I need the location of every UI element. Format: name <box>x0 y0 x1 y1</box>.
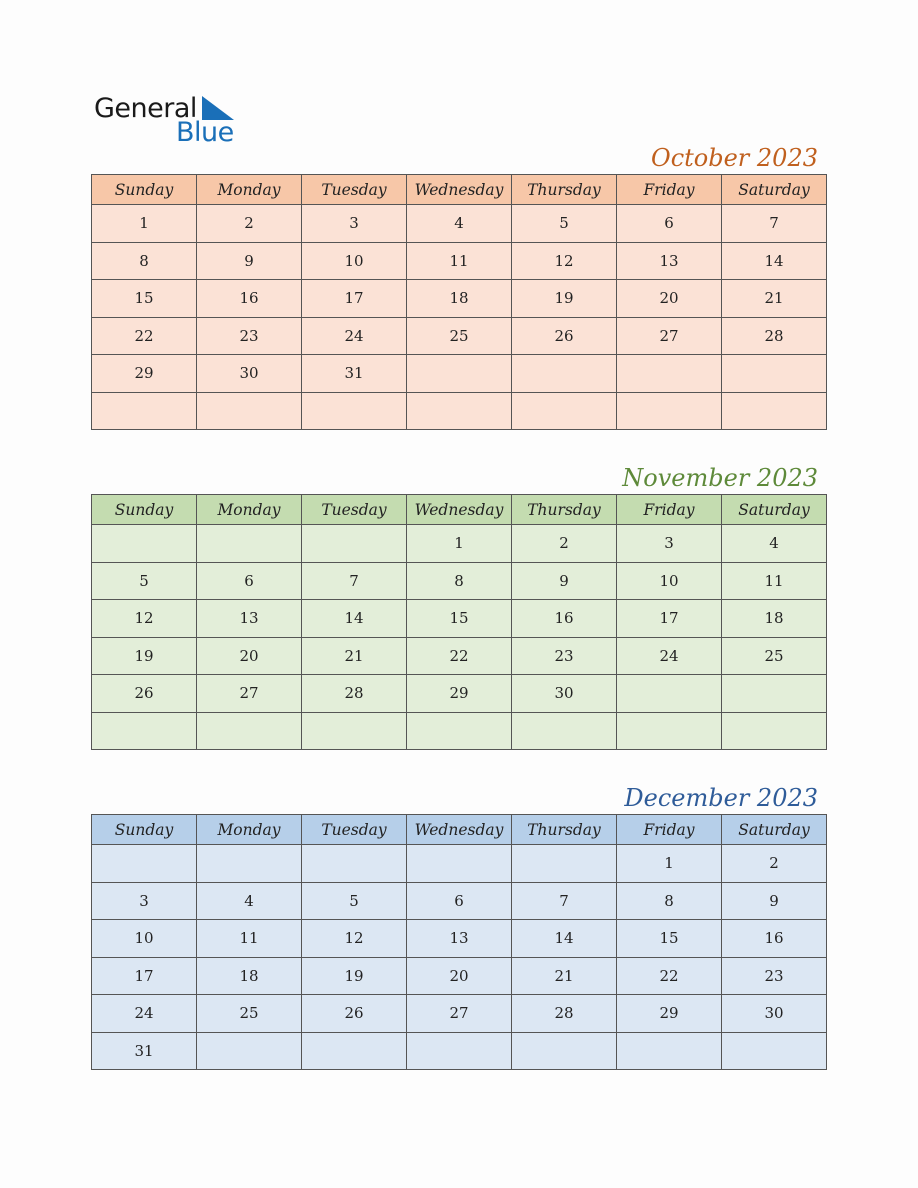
day-cell: 3 <box>92 882 197 920</box>
weekday-header-sunday: Sunday <box>92 175 197 205</box>
day-cell <box>407 392 512 430</box>
day-cell: 12 <box>512 242 617 280</box>
week-row <box>92 355 827 393</box>
day-cell: 29 <box>407 675 512 713</box>
day-cell: 17 <box>302 280 407 318</box>
day-cell: 4 <box>197 882 302 920</box>
day-cell: 10 <box>92 920 197 958</box>
day-cell: 21 <box>302 637 407 675</box>
day-cell: 1 <box>407 525 512 563</box>
day-cell: 15 <box>407 600 512 638</box>
day-cell <box>302 1032 407 1070</box>
day-cell: 3 <box>617 525 722 563</box>
day-cell: 16 <box>512 600 617 638</box>
day-cell: 12 <box>92 600 197 638</box>
month-november <box>91 462 827 750</box>
day-cell: 9 <box>197 242 302 280</box>
day-cell: 26 <box>92 675 197 713</box>
day-cell: 5 <box>302 882 407 920</box>
day-cell: 22 <box>617 957 722 995</box>
month-october <box>91 142 827 430</box>
day-cell: 13 <box>197 600 302 638</box>
day-cell: 2 <box>197 205 302 243</box>
day-cell <box>512 355 617 393</box>
day-cell: 19 <box>92 637 197 675</box>
day-cell <box>407 355 512 393</box>
day-cell <box>92 392 197 430</box>
week-row <box>92 995 827 1033</box>
day-cell: 3 <box>302 205 407 243</box>
day-cell: 5 <box>512 205 617 243</box>
day-cell: 1 <box>617 845 722 883</box>
day-cell: 10 <box>302 242 407 280</box>
day-cell: 28 <box>512 995 617 1033</box>
day-cell: 28 <box>302 675 407 713</box>
day-cell: 7 <box>722 205 827 243</box>
day-cell: 1 <box>92 205 197 243</box>
day-cell: 27 <box>197 675 302 713</box>
weekday-header-friday: Friday <box>617 815 722 845</box>
day-cell: 8 <box>407 562 512 600</box>
day-cell: 2 <box>722 845 827 883</box>
day-cell: 11 <box>197 920 302 958</box>
weekday-header-thursday: Thursday <box>512 815 617 845</box>
day-cell <box>512 392 617 430</box>
day-cell <box>617 1032 722 1070</box>
day-cell: 13 <box>407 920 512 958</box>
weekday-header-friday: Friday <box>617 495 722 525</box>
weekday-header-saturday: Saturday <box>722 495 827 525</box>
day-cell: 19 <box>302 957 407 995</box>
day-cell <box>197 845 302 883</box>
day-cell: 4 <box>407 205 512 243</box>
month-title: November 2023 <box>622 464 818 492</box>
day-cell: 27 <box>407 995 512 1033</box>
day-cell <box>302 392 407 430</box>
week-row <box>92 920 827 958</box>
week-row <box>92 1032 827 1070</box>
day-cell: 9 <box>722 882 827 920</box>
day-cell: 31 <box>302 355 407 393</box>
day-cell: 24 <box>302 317 407 355</box>
day-cell <box>407 1032 512 1070</box>
day-cell: 9 <box>512 562 617 600</box>
weekday-header-tuesday: Tuesday <box>302 495 407 525</box>
day-cell: 7 <box>302 562 407 600</box>
day-cell: 18 <box>722 600 827 638</box>
day-cell: 2 <box>512 525 617 563</box>
day-cell: 6 <box>617 205 722 243</box>
day-cell <box>302 845 407 883</box>
day-cell <box>617 392 722 430</box>
week-row <box>92 957 827 995</box>
month-title: December 2023 <box>624 784 818 812</box>
day-cell: 6 <box>407 882 512 920</box>
calendar-table <box>91 494 827 750</box>
weekday-header-wednesday: Wednesday <box>407 495 512 525</box>
weekday-header-sunday: Sunday <box>92 815 197 845</box>
day-cell <box>197 1032 302 1070</box>
weekday-header-thursday: Thursday <box>512 495 617 525</box>
weekday-header-sunday: Sunday <box>92 495 197 525</box>
day-cell: 17 <box>617 600 722 638</box>
day-cell <box>302 525 407 563</box>
day-cell: 19 <box>512 280 617 318</box>
week-row <box>92 525 827 563</box>
day-cell <box>407 712 512 750</box>
day-cell: 10 <box>617 562 722 600</box>
weekday-header-monday: Monday <box>197 175 302 205</box>
day-cell: 14 <box>302 600 407 638</box>
calendar-table <box>91 174 827 430</box>
day-cell <box>92 845 197 883</box>
day-cell: 16 <box>197 280 302 318</box>
day-cell: 22 <box>407 637 512 675</box>
day-cell: 15 <box>617 920 722 958</box>
day-cell <box>302 712 407 750</box>
weekday-header-thursday: Thursday <box>512 175 617 205</box>
day-cell <box>722 712 827 750</box>
day-cell <box>617 712 722 750</box>
month-title: October 2023 <box>651 144 818 172</box>
day-cell: 17 <box>92 957 197 995</box>
weekday-header-friday: Friday <box>617 175 722 205</box>
day-cell: 18 <box>407 280 512 318</box>
day-cell: 8 <box>92 242 197 280</box>
day-cell: 20 <box>407 957 512 995</box>
week-row <box>92 205 827 243</box>
week-row <box>92 242 827 280</box>
day-cell: 14 <box>722 242 827 280</box>
day-cell <box>722 355 827 393</box>
week-row <box>92 882 827 920</box>
day-cell: 20 <box>197 637 302 675</box>
day-cell <box>92 525 197 563</box>
day-cell: 26 <box>302 995 407 1033</box>
day-cell: 29 <box>617 995 722 1033</box>
week-row <box>92 637 827 675</box>
day-cell <box>407 845 512 883</box>
day-cell: 4 <box>722 525 827 563</box>
day-cell: 5 <box>92 562 197 600</box>
weekday-header-saturday: Saturday <box>722 175 827 205</box>
day-cell <box>617 355 722 393</box>
day-cell: 30 <box>512 675 617 713</box>
day-cell: 24 <box>617 637 722 675</box>
day-cell: 24 <box>92 995 197 1033</box>
day-cell <box>722 1032 827 1070</box>
day-cell: 26 <box>512 317 617 355</box>
weekday-header-tuesday: Tuesday <box>302 815 407 845</box>
day-cell: 23 <box>512 637 617 675</box>
weekday-header-monday: Monday <box>197 815 302 845</box>
day-cell: 6 <box>197 562 302 600</box>
day-cell: 20 <box>617 280 722 318</box>
day-cell <box>197 392 302 430</box>
day-cell: 25 <box>407 317 512 355</box>
day-cell: 15 <box>92 280 197 318</box>
brand-word-general: General <box>94 93 197 124</box>
calendar-table <box>91 814 827 1070</box>
weekday-header-wednesday: Wednesday <box>407 815 512 845</box>
week-row <box>92 562 827 600</box>
week-row <box>92 280 827 318</box>
day-cell: 25 <box>722 637 827 675</box>
day-cell: 31 <box>92 1032 197 1070</box>
day-cell: 30 <box>722 995 827 1033</box>
day-cell: 22 <box>92 317 197 355</box>
day-cell <box>92 712 197 750</box>
day-cell: 23 <box>197 317 302 355</box>
day-cell <box>197 712 302 750</box>
weekday-header-tuesday: Tuesday <box>302 175 407 205</box>
day-cell: 21 <box>722 280 827 318</box>
day-cell: 30 <box>197 355 302 393</box>
weekday-header-wednesday: Wednesday <box>407 175 512 205</box>
day-cell <box>512 845 617 883</box>
day-cell: 14 <box>512 920 617 958</box>
day-cell <box>512 712 617 750</box>
day-cell: 29 <box>92 355 197 393</box>
day-cell: 13 <box>617 242 722 280</box>
month-december <box>91 782 827 1070</box>
weekday-header-monday: Monday <box>197 495 302 525</box>
week-row <box>92 317 827 355</box>
week-row <box>92 675 827 713</box>
brand-word-blue: Blue <box>176 117 234 148</box>
week-row <box>92 392 827 430</box>
day-cell: 27 <box>617 317 722 355</box>
day-cell <box>722 675 827 713</box>
week-row <box>92 712 827 750</box>
week-row <box>92 845 827 883</box>
day-cell: 25 <box>197 995 302 1033</box>
day-cell: 16 <box>722 920 827 958</box>
day-cell <box>617 675 722 713</box>
weekday-header-saturday: Saturday <box>722 815 827 845</box>
day-cell: 8 <box>617 882 722 920</box>
week-row <box>92 600 827 638</box>
day-cell: 11 <box>722 562 827 600</box>
day-cell: 21 <box>512 957 617 995</box>
day-cell: 23 <box>722 957 827 995</box>
day-cell <box>722 392 827 430</box>
day-cell <box>512 1032 617 1070</box>
day-cell: 12 <box>302 920 407 958</box>
day-cell: 28 <box>722 317 827 355</box>
day-cell: 11 <box>407 242 512 280</box>
day-cell: 7 <box>512 882 617 920</box>
day-cell: 18 <box>197 957 302 995</box>
day-cell <box>197 525 302 563</box>
